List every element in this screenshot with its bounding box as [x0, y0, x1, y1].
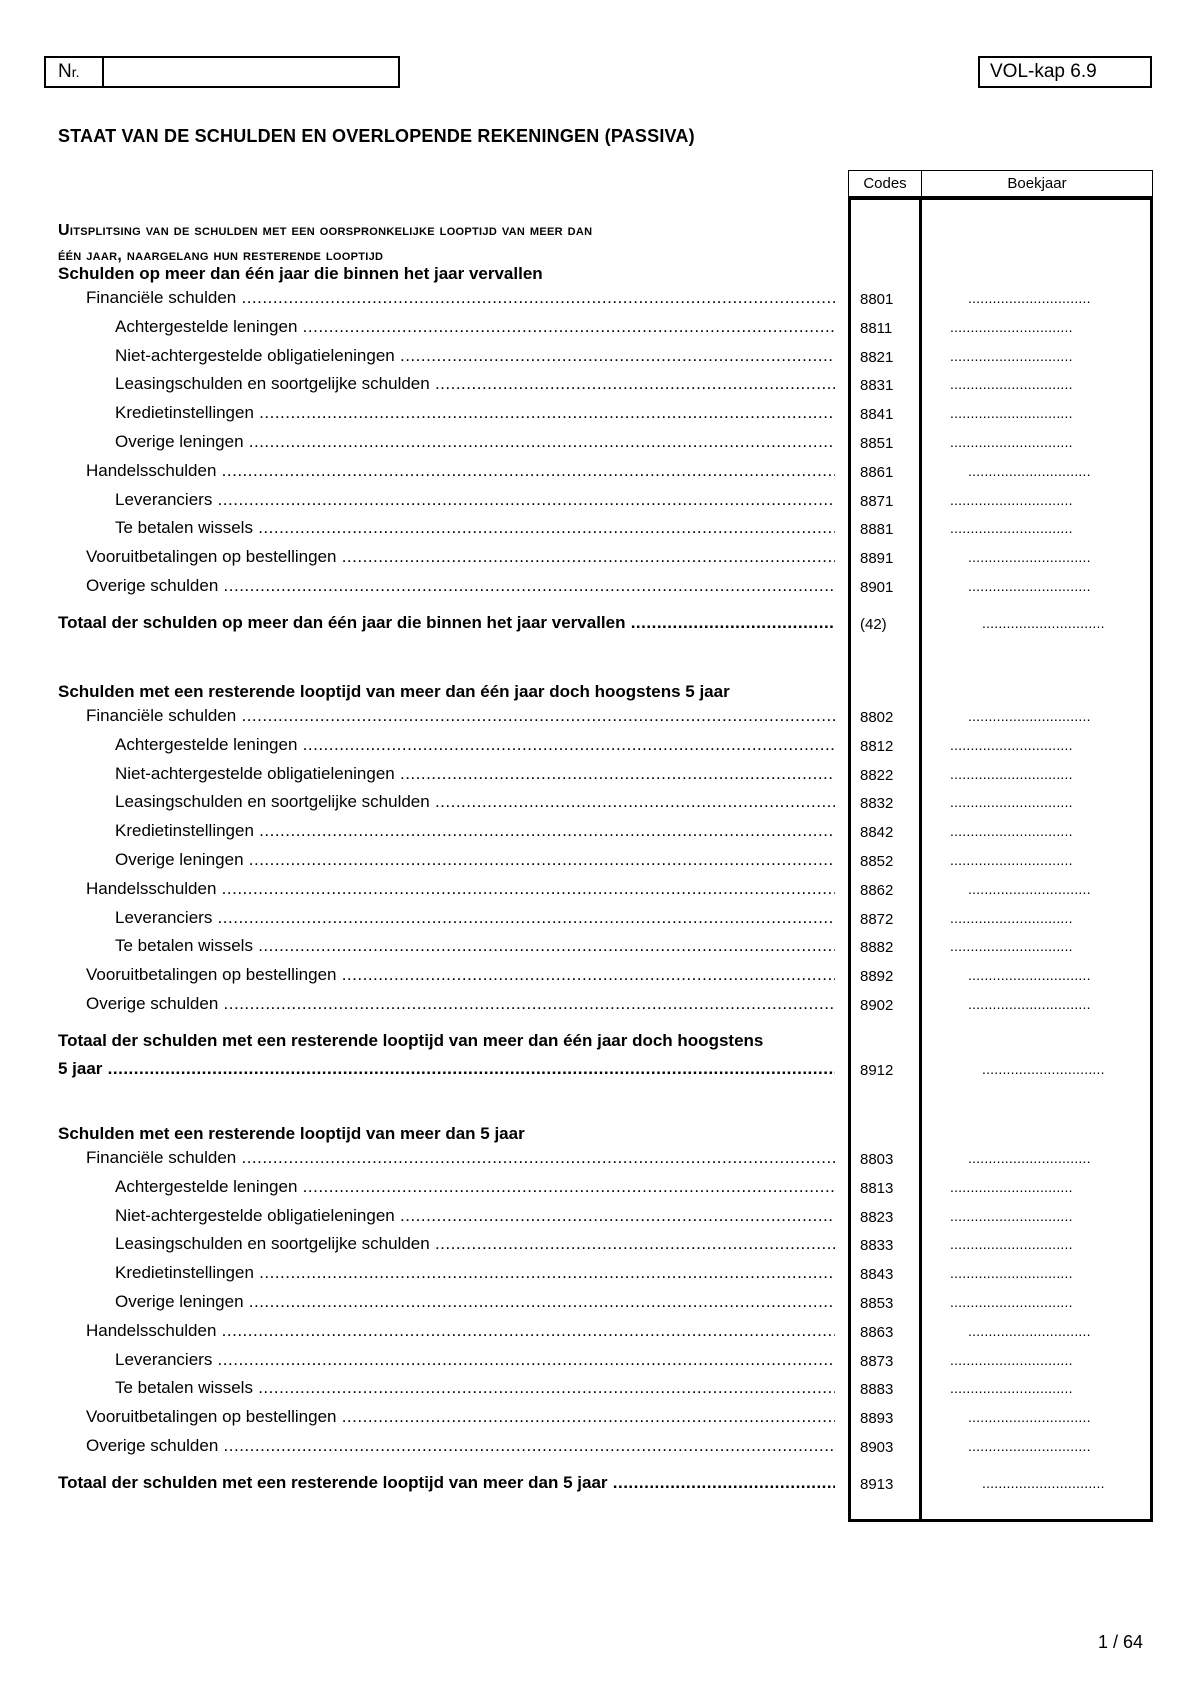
table-row	[0, 1350, 1200, 1378]
row-code: 8862	[860, 881, 894, 899]
table-row	[0, 706, 1200, 734]
nr-sub: r.	[71, 64, 80, 80]
page-number: 1 / 64	[1098, 1632, 1144, 1652]
value-field[interactable]: ..............................	[950, 765, 1073, 782]
table-row	[0, 1234, 1200, 1262]
row-label: Te betalen wissels .....	[115, 1378, 835, 1402]
table-row	[0, 317, 1200, 345]
row-code: 8853	[860, 1295, 894, 1312]
row-code: 8801	[860, 291, 894, 308]
table-row	[0, 461, 1200, 489]
row-label: Leasingschulden en soortgelijke schulden .....	[115, 374, 835, 398]
value-field[interactable]: ..............................	[950, 1294, 1073, 1310]
table-row	[0, 490, 1200, 518]
value-field[interactable]: ..............................	[968, 578, 1091, 594]
row-label: Niet-achtergestelde obligatieleningen .....	[115, 764, 835, 788]
total-value-field[interactable]: ..............................	[982, 614, 1105, 631]
row-label: Leasingschulden en soortgelijke schulden .....	[115, 1234, 835, 1258]
value-field[interactable]: ..............................	[968, 1322, 1091, 1339]
value-field[interactable]: ..............................	[968, 290, 1091, 306]
row-code: 8841	[860, 406, 894, 424]
value-field[interactable]: ..............................	[950, 405, 1073, 422]
row-code: 8851	[860, 435, 894, 452]
table-row	[0, 821, 1200, 849]
row-label: Kredietinstellingen .....	[115, 1263, 835, 1287]
row-label: Overige schulden .....	[86, 994, 835, 1018]
row-label: Achtergestelde leningen .....	[115, 1177, 835, 1201]
value-field[interactable]: ..............................	[968, 462, 1091, 479]
row-code: 8863	[860, 1323, 894, 1341]
table-row	[0, 1263, 1200, 1291]
table-row	[0, 1148, 1200, 1176]
value-field[interactable]: ..............................	[950, 347, 1073, 364]
total-row	[0, 1059, 1200, 1087]
table-row	[0, 1177, 1200, 1205]
table-row	[0, 403, 1200, 431]
intro-line-2: één jaar, naargelang hun resterende looptijd	[58, 247, 384, 264]
row-code: 8873	[860, 1352, 894, 1370]
page-title: STAAT VAN DE SCHULDEN EN OVERLOPENDE REKENINGEN (PASSIVA)	[58, 126, 695, 146]
row-code: 8892	[860, 968, 894, 986]
table-row	[0, 965, 1200, 993]
section-heading: Schulden op meer dan één jaar die binnen het jaar vervallen	[58, 264, 543, 283]
row-label: Handelsschulden .....	[86, 461, 835, 485]
section-intro	[58, 218, 838, 268]
row-label: Leveranciers .....	[115, 490, 835, 514]
table-row	[0, 908, 1200, 936]
table-row	[0, 1436, 1200, 1464]
row-label: Achtergestelde leningen .....	[115, 735, 835, 759]
row-label: Handelsschulden .....	[86, 1321, 835, 1345]
value-field[interactable]: ..............................	[950, 318, 1073, 335]
row-label: Overige schulden .....	[86, 1436, 835, 1460]
row-label: Financiële schulden .....	[86, 706, 835, 730]
row-code: 8893	[860, 1410, 894, 1428]
total-row	[0, 613, 1200, 641]
row-label: Overige leningen .....	[115, 1292, 835, 1316]
row-code: 8842	[860, 824, 894, 842]
value-field[interactable]: ..............................	[950, 376, 1073, 393]
value-field[interactable]: ..............................	[968, 996, 1091, 1012]
table-row	[0, 1206, 1200, 1234]
total-code: (42)	[860, 615, 887, 633]
column-header-codes: Codes	[848, 170, 922, 198]
table-row	[0, 792, 1200, 820]
row-code: 8843	[860, 1266, 894, 1284]
table-row	[0, 1407, 1200, 1435]
total-label: Totaal der schulden met een resterende looptijd van meer dan 5 jaar .....	[58, 1473, 835, 1497]
value-field[interactable]: ..............................	[950, 1178, 1073, 1195]
row-code: 8871	[860, 492, 894, 510]
row-code: 8833	[860, 1237, 894, 1255]
value-field[interactable]: ..............................	[950, 491, 1073, 508]
value-field[interactable]: ..............................	[950, 1236, 1073, 1253]
total-code: 8912	[860, 1061, 894, 1079]
value-field[interactable]: ..............................	[950, 434, 1073, 450]
row-code: 8832	[860, 795, 894, 813]
value-field[interactable]: ..............................	[968, 708, 1091, 724]
table-row	[0, 879, 1200, 907]
row-code: 8823	[860, 1208, 894, 1226]
table-row	[0, 547, 1200, 575]
row-label: Te betalen wissels .....	[115, 936, 835, 960]
section-heading: Schulden met een resterende looptijd van meer dan 5 jaar	[58, 1124, 525, 1143]
value-field[interactable]: ..............................	[968, 549, 1091, 566]
row-code: 8861	[860, 463, 894, 481]
row-code: 8821	[860, 348, 894, 366]
table-row	[0, 518, 1200, 546]
row-label: Overige leningen .....	[115, 850, 835, 874]
row-code: 8902	[860, 997, 894, 1014]
row-label: Kredietinstellingen .....	[115, 403, 835, 427]
table-row	[0, 764, 1200, 792]
value-field[interactable]: ..............................	[968, 880, 1091, 897]
row-label: Leveranciers .....	[115, 908, 835, 932]
value-field[interactable]: ..............................	[950, 938, 1073, 955]
row-label: Vooruitbetalingen op bestellingen .....	[86, 965, 835, 989]
row-label: Niet-achtergestelde obligatieleningen .....	[115, 1206, 835, 1230]
table-row	[0, 1321, 1200, 1349]
value-field[interactable]: ..............................	[968, 967, 1091, 984]
value-field[interactable]: ..............................	[950, 823, 1073, 840]
row-label: Leveranciers .....	[115, 1350, 835, 1374]
row-code: 8881	[860, 521, 894, 539]
section-heading: Schulden met een resterende looptijd van meer dan één jaar doch hoogstens 5 jaar	[58, 682, 730, 701]
row-code: 8811	[860, 319, 893, 337]
table-row	[0, 374, 1200, 402]
total-label: Totaal der schulden op meer dan één jaar die binnen het jaar vervallen .....	[58, 613, 835, 637]
row-label: Handelsschulden .....	[86, 879, 835, 903]
header-number-field[interactable]	[102, 56, 400, 88]
total-label-line-1: Totaal der schulden met een resterende looptijd van meer dan één jaar doch hoogstens	[58, 1030, 764, 1050]
row-label: Leasingschulden en soortgelijke schulden .....	[115, 792, 835, 816]
row-label: Financiële schulden .....	[86, 1148, 835, 1172]
value-field[interactable]: ..............................	[950, 1207, 1073, 1224]
total-row	[0, 1473, 1200, 1501]
row-code: 8903	[860, 1439, 894, 1456]
form-code: VOL-kap 6.9	[978, 56, 1152, 88]
row-label: Te betalen wissels .....	[115, 518, 835, 542]
row-label: Vooruitbetalingen op bestellingen .....	[86, 547, 835, 571]
table-row	[0, 432, 1200, 460]
row-code: 8883	[860, 1381, 894, 1399]
total-value-field[interactable]: ..............................	[982, 1474, 1105, 1491]
row-label: Kredietinstellingen .....	[115, 821, 835, 845]
value-field[interactable]: ..............................	[950, 852, 1073, 868]
value-field[interactable]: ..............................	[968, 1150, 1091, 1166]
value-field[interactable]: ..............................	[950, 520, 1073, 537]
row-label: Vooruitbetalingen op bestellingen .....	[86, 1407, 835, 1431]
value-field[interactable]: ..............................	[950, 909, 1073, 926]
value-field[interactable]: ..............................	[950, 1380, 1073, 1397]
value-field[interactable]: ..............................	[950, 1351, 1073, 1368]
table-row	[0, 994, 1200, 1022]
table-row	[0, 288, 1200, 316]
table-row	[0, 1292, 1200, 1320]
row-label: Overige leningen .....	[115, 432, 835, 456]
nr-label: N	[58, 61, 72, 82]
value-field[interactable]: ..............................	[950, 1265, 1073, 1282]
table-row	[0, 735, 1200, 763]
row-label: Financiële schulden .....	[86, 288, 835, 312]
total-code: 8913	[860, 1475, 894, 1493]
value-field[interactable]: ..............................	[950, 794, 1073, 811]
intro-line-1: Uitsplitsing van de schulden met een oorspronkelijke looptijd van meer dan	[58, 222, 593, 239]
table-row	[0, 1378, 1200, 1406]
total-label: 5 jaar .....	[58, 1059, 835, 1083]
row-code: 8803	[860, 1151, 894, 1168]
row-code: 8882	[860, 939, 894, 957]
value-field[interactable]: ..............................	[950, 736, 1073, 753]
row-label: Achtergestelde leningen .....	[115, 317, 835, 341]
value-field[interactable]: ..............................	[968, 1438, 1091, 1454]
row-code: 8812	[860, 737, 894, 755]
row-label: Niet-achtergestelde obligatieleningen .....	[115, 346, 835, 370]
row-code: 8901	[860, 579, 894, 596]
row-code: 8813	[860, 1179, 894, 1197]
row-code: 8852	[860, 853, 894, 870]
table-row	[0, 346, 1200, 374]
table-row	[0, 936, 1200, 964]
column-header-boekjaar: Boekjaar	[921, 170, 1153, 198]
table-row	[0, 850, 1200, 878]
row-label: Overige schulden .....	[86, 576, 835, 600]
header-nr-box	[44, 56, 104, 88]
row-code: 8891	[860, 550, 894, 568]
row-code: 8822	[860, 766, 894, 784]
total-value-field[interactable]: ..............................	[982, 1060, 1105, 1077]
row-code: 8802	[860, 709, 894, 726]
row-code: 8831	[860, 377, 894, 395]
value-field[interactable]: ..............................	[968, 1409, 1091, 1426]
row-code: 8872	[860, 910, 894, 928]
table-row	[0, 576, 1200, 604]
